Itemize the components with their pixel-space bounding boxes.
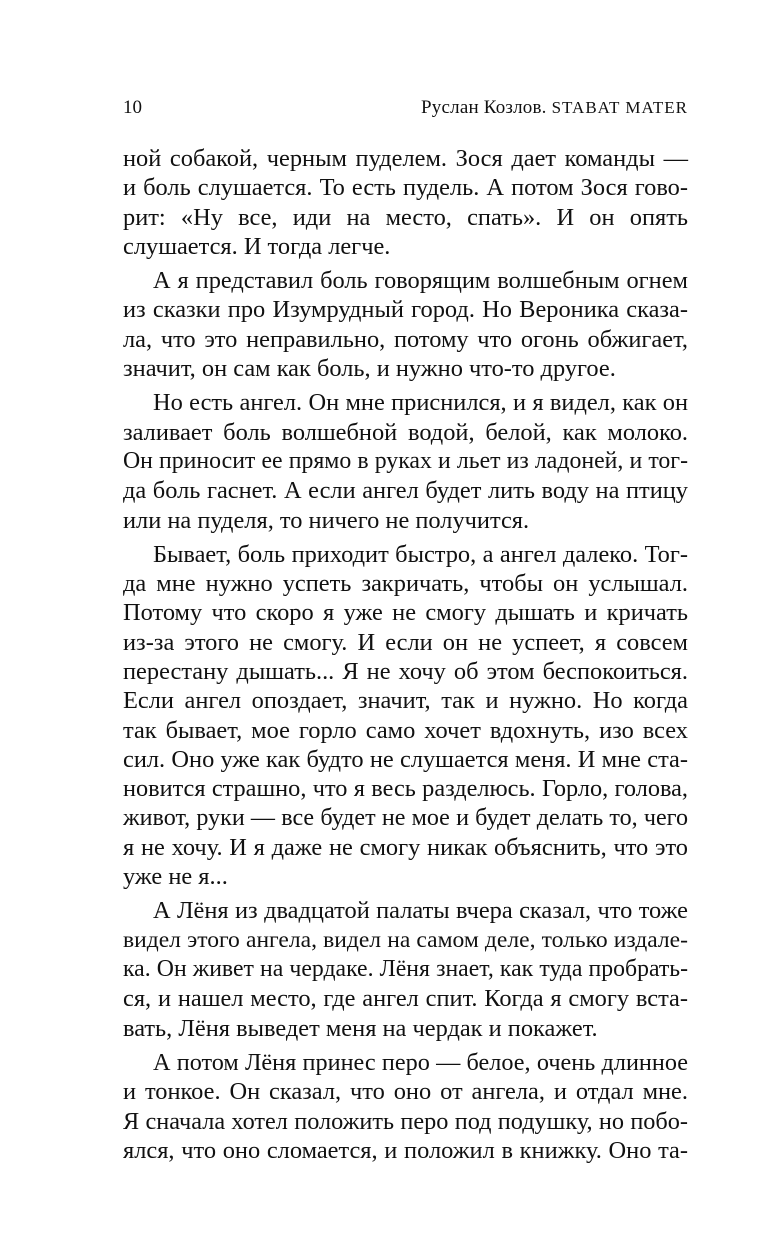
text-line: А Лёня из двадцатой палаты вчера сказал, что тоже [153, 897, 688, 925]
text-line: да боль гаснет. А если ангел будет лить воду на птицу [123, 477, 688, 505]
running-title-author: Руслан Козлов. [421, 97, 547, 118]
text-line: видел этого ангела, видел на самом деле, только издале- [123, 926, 688, 953]
text-line: Я сначала хотел положить перо под подушку, но побо- [123, 1107, 688, 1135]
text-line: Бывает, боль приходит быстро, а ангел далеко. Тог- [153, 540, 688, 568]
text-line: так бывает, мое горло само хочет вдохнуть, изо всех [123, 716, 688, 744]
paragraph [123, 896, 688, 1042]
text-line: Но есть ангел. Он мне приснился, и я видел, как он [153, 389, 688, 417]
text-line: новится страшно, что я весь разделюсь. Горло, голова, [123, 775, 688, 803]
text-line: вать, Лёня выведет меня на чердак и покажет. [123, 1014, 598, 1042]
text-line: заливает боль волшебной водой, белой, как молоко. [123, 418, 688, 446]
text-line: ся, и нашел место, где ангел спит. Когда я смогу вста- [123, 985, 688, 1013]
text-line: ной собакой, черным пуделем. Зося дает команды — [123, 145, 688, 172]
paragraph [123, 388, 688, 534]
text-line: да мне нужно успеть закричать, чтобы он услышал. [123, 570, 688, 598]
text-line: живот, руки — все будет не мое и будет делать то, чего [123, 804, 688, 831]
paragraph [123, 540, 688, 892]
text-line: ла, что это неправильно, потому что огонь обжигает, [123, 325, 688, 353]
text-line: перестану дышать... Я не хочу об этом беспокоиться. [123, 658, 688, 686]
text-line: и боль слушается. То есть пудель. А потом Зося гово- [123, 174, 688, 202]
text-line: Он приносит ее прямо в руках и льет из ладоней, и тог- [123, 447, 688, 474]
text-line: Если ангел опоздает, значит, так и нужно. Но когда [123, 687, 688, 715]
text-line: уже не я... [123, 863, 228, 891]
paragraph [123, 266, 688, 383]
text-line: А потом Лёня принес перо — белое, очень длинное [153, 1048, 688, 1076]
page-number: 10 [123, 97, 142, 118]
text-line: ялся, что оно сломается, и положил в книжку. Оно та- [123, 1136, 688, 1164]
running-header [123, 97, 688, 123]
text-line: Потому что скоро я уже не смогу дышать и кричать [123, 599, 688, 627]
body-text [123, 144, 688, 1165]
text-line: из сказки про Изумрудный город. Но Вероника сказа- [123, 296, 688, 324]
text-line: значит, он сам как боль, и нужно что-то другое. [123, 355, 616, 383]
text-line: слушается. И тогда легче. [123, 232, 391, 260]
text-line: или на пуделя, то ничего не получится. [123, 506, 530, 534]
paragraph [123, 1048, 688, 1165]
text-line: рит: «Ну все, иди на место, спать». И он опять [123, 203, 688, 231]
text-line: я не хочу. И я даже не смогу никак объяснить, что это [123, 833, 688, 861]
text-line: сил. Оно уже как будто не слушается меня. И мне ста- [123, 745, 688, 773]
running-title [421, 97, 688, 119]
paragraph [123, 144, 688, 261]
text-line: ка. Он живет на чердаке. Лёня знает, как туда пробрать- [123, 956, 688, 983]
text-line: А я представил боль говорящим волшебным огнем [153, 267, 688, 295]
running-title-book: STABAT MATER [551, 98, 688, 117]
text-line: из-за этого не смогу. И если он не успеет, я совсем [123, 628, 688, 656]
text-line: и тонкое. Он сказал, что оно от ангела, и отдал мне. [123, 1078, 688, 1106]
